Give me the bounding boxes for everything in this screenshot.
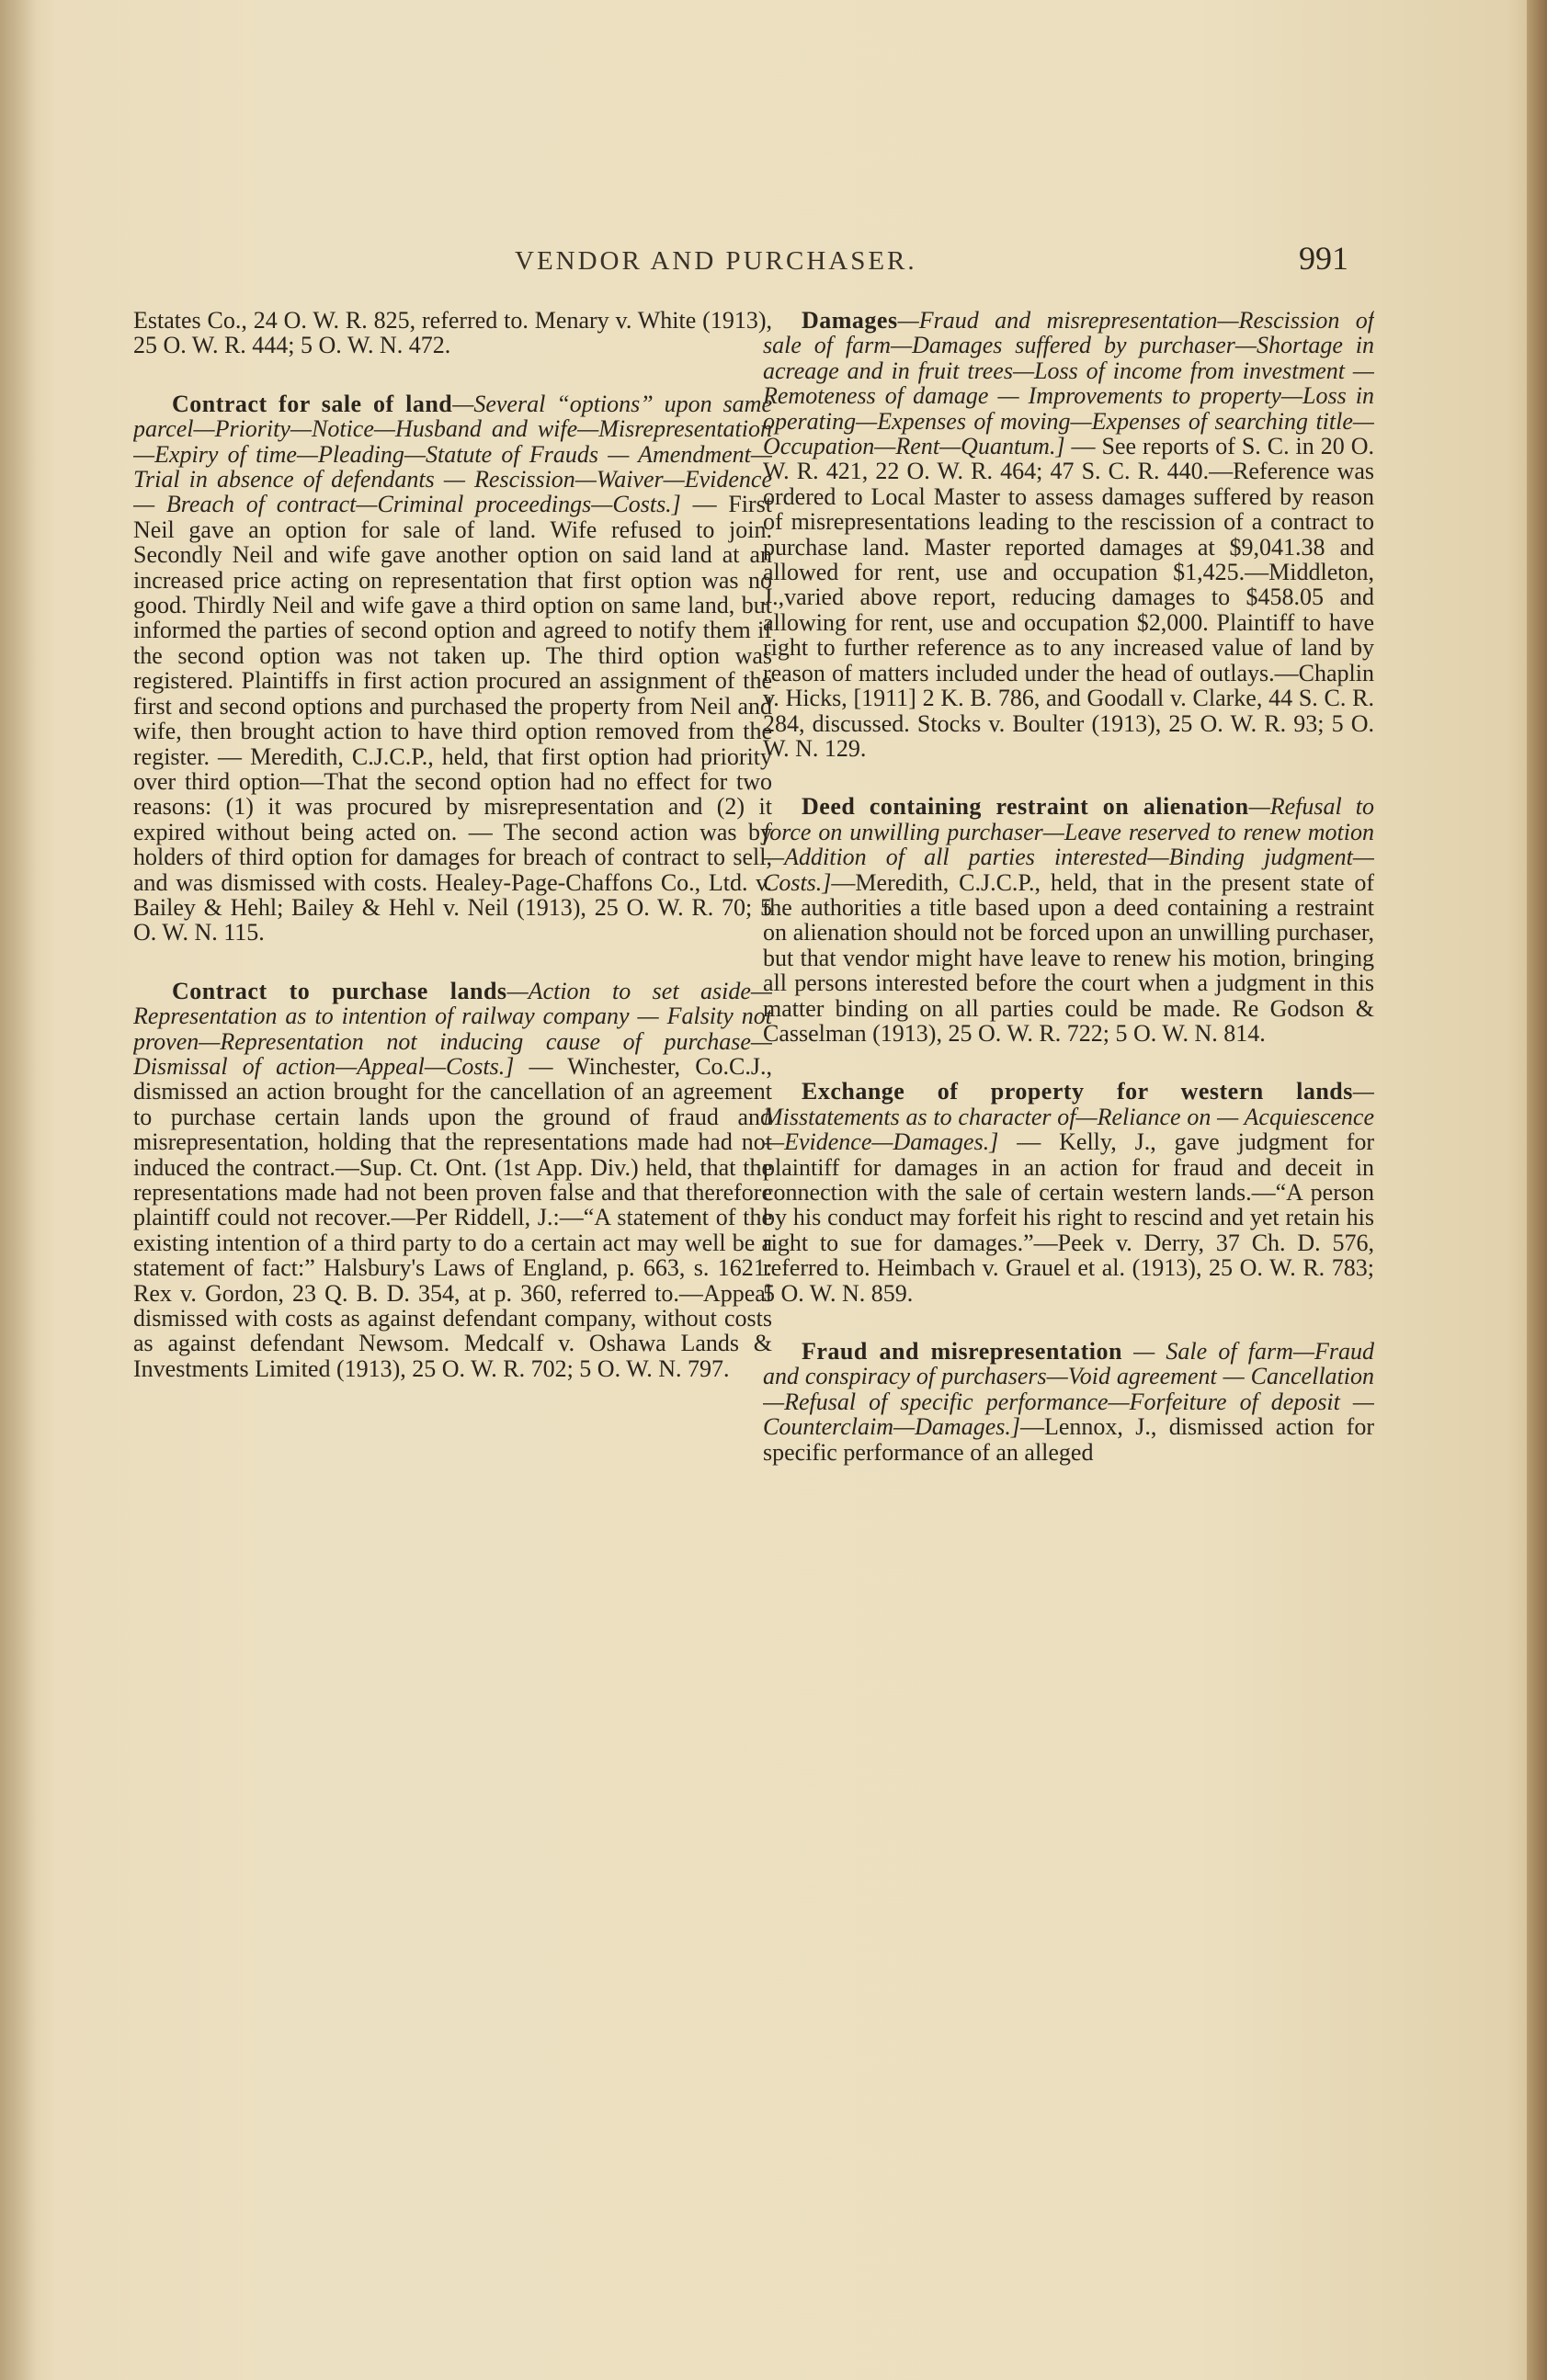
left-column xyxy=(133,308,772,2348)
page-header xyxy=(0,239,1547,285)
entry-heading: Deed containing restraint on alienation xyxy=(802,793,1249,821)
entry-heading: Contract for sale of land xyxy=(172,390,453,417)
page-number: 991 xyxy=(1299,240,1348,277)
entry-catchwords: —Several “options” upon same parcel—Priority—Notice—Husband and wife—Misrepresentation—Expiry of time—Pleading—Statute of Frauds — Amendment—Trial in absence of defendants — Rescission—Waiver—Evidence — Breach of contract—Criminal proceedings—Costs.] xyxy=(133,390,772,518)
entry-catchwords: —Action to set aside—Representation as to intention of railway company — Falsity not proven—Representation not inducing cause of purchase—Dismissal of action—Appeal—Costs.] xyxy=(133,977,772,1080)
entry-heading: Fraud and misrepresentation xyxy=(802,1338,1122,1366)
entry-body: —Meredith, C.J.C.P., held, that in the present state of the authorities a title based upon a deed containing a restraint on alienation should not be forced upon an unwilling purchaser, but that vendor might have leave to renew his motion, bringing all persons interested before the court when a judgment in this matter binding on all parties could be made. Re Godson & Casselman (1913), 25 O. W. R. 722; 5 O. W. N. 814. xyxy=(763,868,1374,1047)
entry-body: — See reports of S. C. in 20 O. W. R. 421, 22 O. W. R. 464; 47 S. C. R. 440.—Reference was ordered to Local Master to assess damages suffered by reason of misrepresentations leading to the rescission of a contract to purchase land. Master reported damages at $9,041.38 and allowed for rent, use and occupation $1,425.—Middleton, J.,varied above report, reducing damages to $458.05 and allowing for rent, use and occupation $2,000. Plaintiff to have right to further reference as to any increased value of land by reason of matters included under the head of outlays.—Chaplin v. Hicks, [1911] 2 K. B. 786, and Goodall v. Clarke, 44 S. C. R. 284, discussed. Stocks v. Boulter (1913), 25 O. W. R. 93; 5 O. W. N. 129. xyxy=(763,433,1374,762)
running-head: VENDOR AND PURCHASER. xyxy=(515,246,917,276)
entry-body: —Lennox, J., dismissed action for specific performance of an alleged xyxy=(763,1413,1374,1466)
entry-catchwords: — Sale of farm—Fraud and conspiracy of purchasers—Void agreement — Cancellation—Refusal of specific performance—Forfeiture of deposit — Counterclaim—Damages.] xyxy=(763,1338,1374,1441)
entry-catchwords: —Fraud and misrepresentation—Rescission of sale of farm—Damages suffered by purchaser—Shortage in acreage and in fruit trees—Loss of income from investment — Remoteness of damage — Improvements to property—Loss in operating—Expenses of moving—Expenses of searching title—Occupation—Rent—Quantum.] xyxy=(763,308,1374,460)
entry-body: — First Neil gave an option for sale of land. Wife refused to join. Secondly Neil and wife gave another option on said land at an increased price acting on representation that first option was no good. Thirdly Neil and wife gave a third option on same land, but informed the parties of second option and agreed to notify them if the second option was not taken up. The third option was registered. Plaintiffs in first action procured an assignment of the first and second options and purchased the property from Neil and wife, then brought action to have third option removed from the register. — Meredith, C.J.C.P., held, that first option had priority over third option—That the second option had no effect for two reasons: (1) it was procured by misrepresentation and (2) it expired without being acted on. — The second action was by holders of third option for damages for breach of contract to sell, and was dismissed with costs. Healey-Page-Chaffons Co., Ltd. v. Bailey & Hehl; Bailey & Hehl v. Neil (1913), 25 O. W. R. 70; 5 O. W. N. 115. xyxy=(133,491,772,946)
entry-body: — Kelly, J., gave judgment for plaintiff for damages in an action for fraud and deceit in connection with the sale of certain western lands.—“A person by his conduct may forfeit his right to rescind and yet retain his right to sue for damages.”—Peek v. Derry, 37 Ch. D. 576, referred to. Heimbach v. Grauel et al. (1913), 25 O. W. R. 783; 5 O. W. N. 859. xyxy=(763,1128,1374,1307)
entry-heading: Contract to purchase lands xyxy=(172,977,507,1004)
entry-heading: Damages xyxy=(802,308,898,334)
continuation-text: Estates Co., 24 O. W. R. 825, referred to. Menary v. White (1913), 25 O. W. R. 444; 5 O. W. N. 472. xyxy=(133,308,772,359)
entry-heading: Exchange of property for western lands xyxy=(802,1078,1353,1105)
page-edge xyxy=(1527,0,1547,2380)
right-column xyxy=(763,308,1374,2348)
digest-entry xyxy=(763,794,1374,1046)
digest-entry xyxy=(763,1339,1374,1465)
digest-entry xyxy=(763,308,1374,761)
entry-body: — Winchester, Co.C.J., dismissed an action brought for the cancellation of an agreement to purchase certain lands upon the ground of fraud and misrepresentation, holding that the representations made had not induced the contract.—Sup. Ct. Ont. (1st App. Div.) held, that the representations made had not been proven false and that therefore plaintiff could not recover.—Per Riddell, J.:—“A statement of the existing intention of a third party to do a certain act may well be a statement of fact:” Halsbury's Laws of England, p. 663, s. 1621: Rex v. Gordon, 23 Q. B. D. 354, at p. 360, referred to.—Appeal dismissed with costs as against defendant company, without costs as against defendant Newsom. Medcalf v. Oshawa Lands & Investments Limited (1913), 25 O. W. R. 702; 5 O. W. N. 797. xyxy=(133,1052,772,1382)
entry-catchwords: —Refusal to force on unwilling purchaser—Leave reserved to renew motion—Addition of all parties interested—Binding judgment—Costs.] xyxy=(763,793,1374,896)
entry-catchwords: —Misstatements as to character of—Reliance on — Acquiescence—Evidence—Damages.] xyxy=(763,1078,1374,1156)
continuation-paragraph xyxy=(133,308,772,358)
digest-entry xyxy=(133,391,772,946)
digest-entry xyxy=(133,979,772,1382)
spine-shadow xyxy=(0,0,37,2380)
digest-entry xyxy=(763,1079,1374,1306)
